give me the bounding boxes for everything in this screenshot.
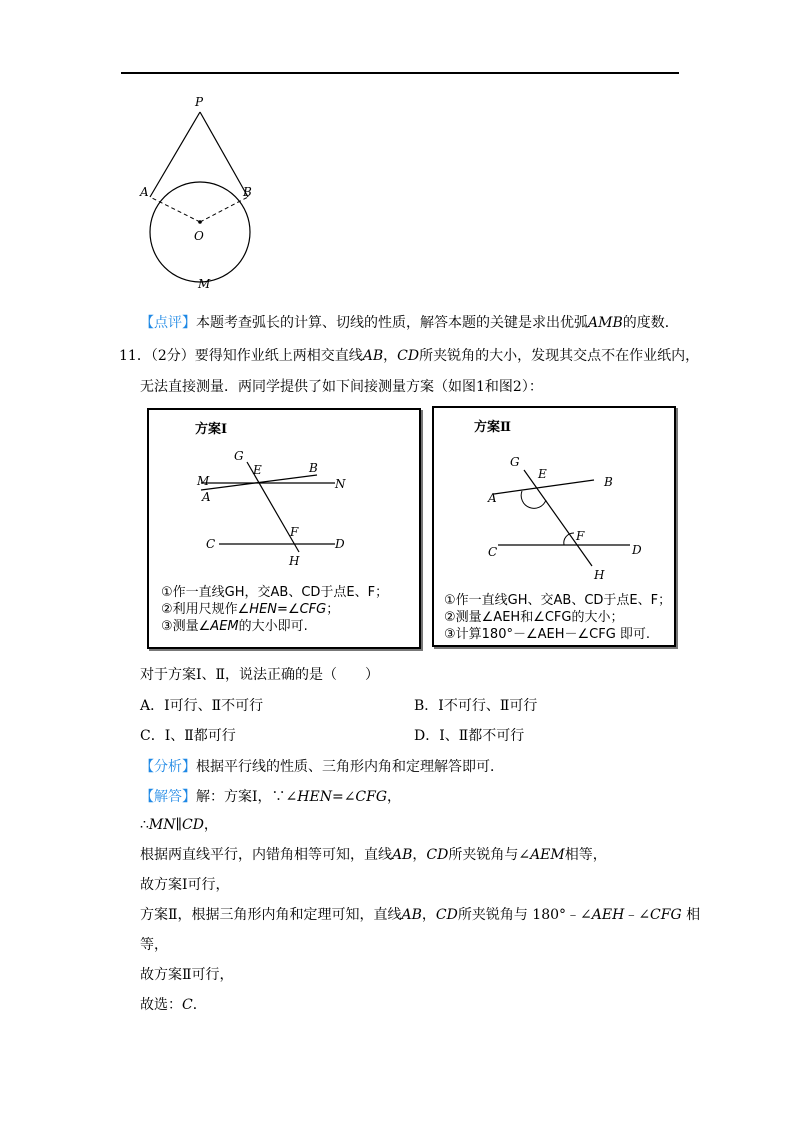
answer-line-7: 故方案Ⅱ可行，: [140, 967, 234, 983]
answer-tag: 【解答】: [140, 789, 196, 805]
plan-1-step-1: ①作一直线GH，交AB、CD于点E、F；: [161, 585, 389, 600]
p2-label-a: A: [488, 491, 497, 505]
plan-1-title: 方案Ⅰ: [195, 422, 228, 437]
p1-label-h: H: [289, 554, 300, 568]
answer-line-8: [140, 995, 207, 1015]
plan-1-step-3-c: 的大小即可.: [238, 619, 308, 634]
review-arc: AMB: [588, 315, 623, 331]
p1-label-n: N: [335, 477, 346, 491]
answer-l2-a: ∴: [140, 817, 149, 833]
radius-oa: [150, 197, 200, 222]
p1-label-c: C: [206, 537, 216, 551]
question-cd: CD: [397, 348, 420, 364]
header-rule: [121, 72, 679, 74]
answer-l3-ang: ∠AEM: [518, 847, 565, 863]
plan-2-step-2: ②测量∠AEH和∠CFG的大小；: [444, 610, 624, 625]
question-text-a: （2分）要得知作业纸上两相交直线: [150, 348, 363, 364]
answer-line-4: 故方案Ⅰ可行，: [140, 877, 230, 893]
plan-1-step-2-d: ∠CFG: [287, 602, 327, 617]
tangent-circle-figure: [130, 90, 270, 295]
plan-1-step-2-b: ∠HEN: [237, 602, 278, 617]
option-b: B．Ⅰ不可行、Ⅱ可行: [414, 698, 538, 714]
answer-l3-cd: CD: [426, 847, 449, 863]
answer-l3-c: 相等，: [564, 847, 607, 863]
p2-label-h: H: [594, 568, 605, 582]
analysis-line: [140, 757, 504, 777]
answer-l2-d: CD: [181, 817, 204, 833]
answer-l5-aeh: ∠AEH: [580, 907, 625, 923]
answer-line-3: [140, 845, 607, 865]
line-ab-2: [494, 480, 594, 494]
plan-1-step-2-c: =: [277, 602, 288, 617]
p1-label-e: E: [253, 463, 262, 477]
review-tail: 的度数．: [622, 315, 679, 331]
question-ab: AB: [362, 348, 384, 364]
answer-l5-cd: CD: [435, 907, 458, 923]
answer-l5-a: 方案Ⅱ，根据三角形内角和定理可知，直线: [140, 907, 402, 923]
tangent-pb: [200, 112, 248, 197]
answer-l3-a: 根据两直线平行，内错角相等可知，直线: [140, 847, 392, 863]
label-p: P: [195, 95, 204, 109]
plan-1-step-2-a: ②利用尺规作: [161, 602, 238, 617]
question-number: 11．: [119, 348, 151, 364]
review-line: [140, 313, 679, 333]
p1-label-b: B: [309, 461, 318, 475]
p1-label-d: D: [335, 537, 345, 551]
answer-l8-b: C: [182, 997, 193, 1013]
analysis-tag: 【分析】: [140, 759, 196, 775]
question-line-1: [119, 346, 699, 366]
plan-1-diagram: [149, 410, 419, 580]
answer-l8-a: 故选：: [140, 997, 182, 1013]
option-d: D．Ⅰ、Ⅱ都不可行: [414, 728, 525, 744]
answer-l1-b: ∠HEN: [285, 789, 332, 805]
p1-label-f: F: [290, 525, 299, 539]
answer-line-6: 等，: [140, 937, 168, 953]
plan-2-diagram: [434, 408, 674, 588]
answer-l1-c: =: [331, 789, 344, 805]
label-o: O: [194, 229, 204, 243]
p2-label-e: E: [538, 467, 547, 481]
plan-1-box: [147, 408, 421, 649]
plan-1-steps: [161, 584, 388, 635]
answer-l1-a: 解：方案Ⅰ，∵: [196, 789, 286, 805]
plan-2-title: 方案Ⅱ: [474, 420, 511, 435]
answer-l2-e: ，: [203, 817, 218, 833]
question-comma: ，: [383, 348, 398, 364]
question-line-2: 无法直接测量．两同学提供了如下间接测量方案（如图1和图2）：: [140, 379, 543, 395]
answer-line-5: [140, 905, 700, 925]
p1-label-m: M: [197, 474, 210, 488]
answer-l3-comma: ，: [412, 847, 427, 863]
p2-label-c: C: [488, 545, 498, 559]
plan-2-box: [432, 406, 676, 647]
tangent-pa: [150, 112, 200, 197]
review-text: 本题考查弧长的计算、切线的性质，解答本题的关键是求出优弧: [196, 315, 588, 331]
label-a: A: [140, 185, 149, 199]
answer-l5-cfg: ∠CFG: [638, 907, 682, 923]
answer-l1-e: ，: [387, 789, 402, 805]
review-tag: 【点评】: [140, 315, 196, 331]
answer-l2-c: ∥: [175, 817, 182, 833]
answer-l5-minus: ﹣: [624, 907, 639, 923]
plan-2-step-3: ③计算180°－∠AEH－∠CFG 即可.: [444, 627, 651, 642]
line-gh-2: [524, 470, 592, 566]
analysis-text: 根据平行线的性质、三角形内角和定理解答即可．: [196, 759, 504, 775]
p1-label-a: A: [202, 490, 211, 504]
question-text-b: 所夹锐角的大小，发现其交点不在作业纸内，: [419, 348, 700, 364]
angle-aeh-arc: [521, 491, 546, 508]
center-point: [198, 220, 202, 224]
answer-l3-ab: AB: [392, 847, 413, 863]
answer-l3-b: 所夹锐角与: [448, 847, 519, 863]
plan-2-step-1: ①作一直线GH、交AB、CD于点E、F；: [444, 593, 672, 608]
p2-label-b: B: [604, 475, 613, 489]
p2-label-f: F: [576, 529, 585, 543]
plan-1-step-3: [161, 618, 388, 635]
label-m: M: [198, 277, 211, 291]
answer-l5-c: 相: [681, 907, 701, 923]
plan-1-step-3-b: ∠AEM: [198, 619, 239, 634]
answer-line-2: [140, 815, 218, 835]
plan-1-step-2: [161, 601, 388, 618]
answer-l5-ab: AB: [401, 907, 422, 923]
option-c: C．Ⅰ、Ⅱ都可行: [140, 728, 236, 744]
plan-1-step-3-a: ③测量: [161, 619, 199, 634]
answer-l2-b: MN: [148, 817, 176, 833]
answer-l5-b: 所夹锐角与 180°﹣: [457, 907, 581, 923]
plan-1-step-2-e: ；: [326, 602, 340, 617]
p2-label-g: G: [510, 455, 520, 469]
label-b: B: [243, 185, 252, 199]
answer-l5-comma: ，: [421, 907, 436, 923]
p2-label-d: D: [632, 543, 642, 557]
plan-2-steps: [444, 592, 671, 643]
answer-l8-c: ．: [192, 997, 207, 1013]
p1-label-g: G: [234, 449, 244, 463]
radius-ob: [200, 197, 248, 222]
answer-line-1: [140, 787, 401, 807]
choice-prompt: 对于方案Ⅰ、Ⅱ，说法正确的是（ ）: [140, 667, 380, 683]
answer-l1-d: ∠CFG: [343, 789, 388, 805]
option-a: A．Ⅰ可行、Ⅱ不可行: [140, 698, 264, 714]
